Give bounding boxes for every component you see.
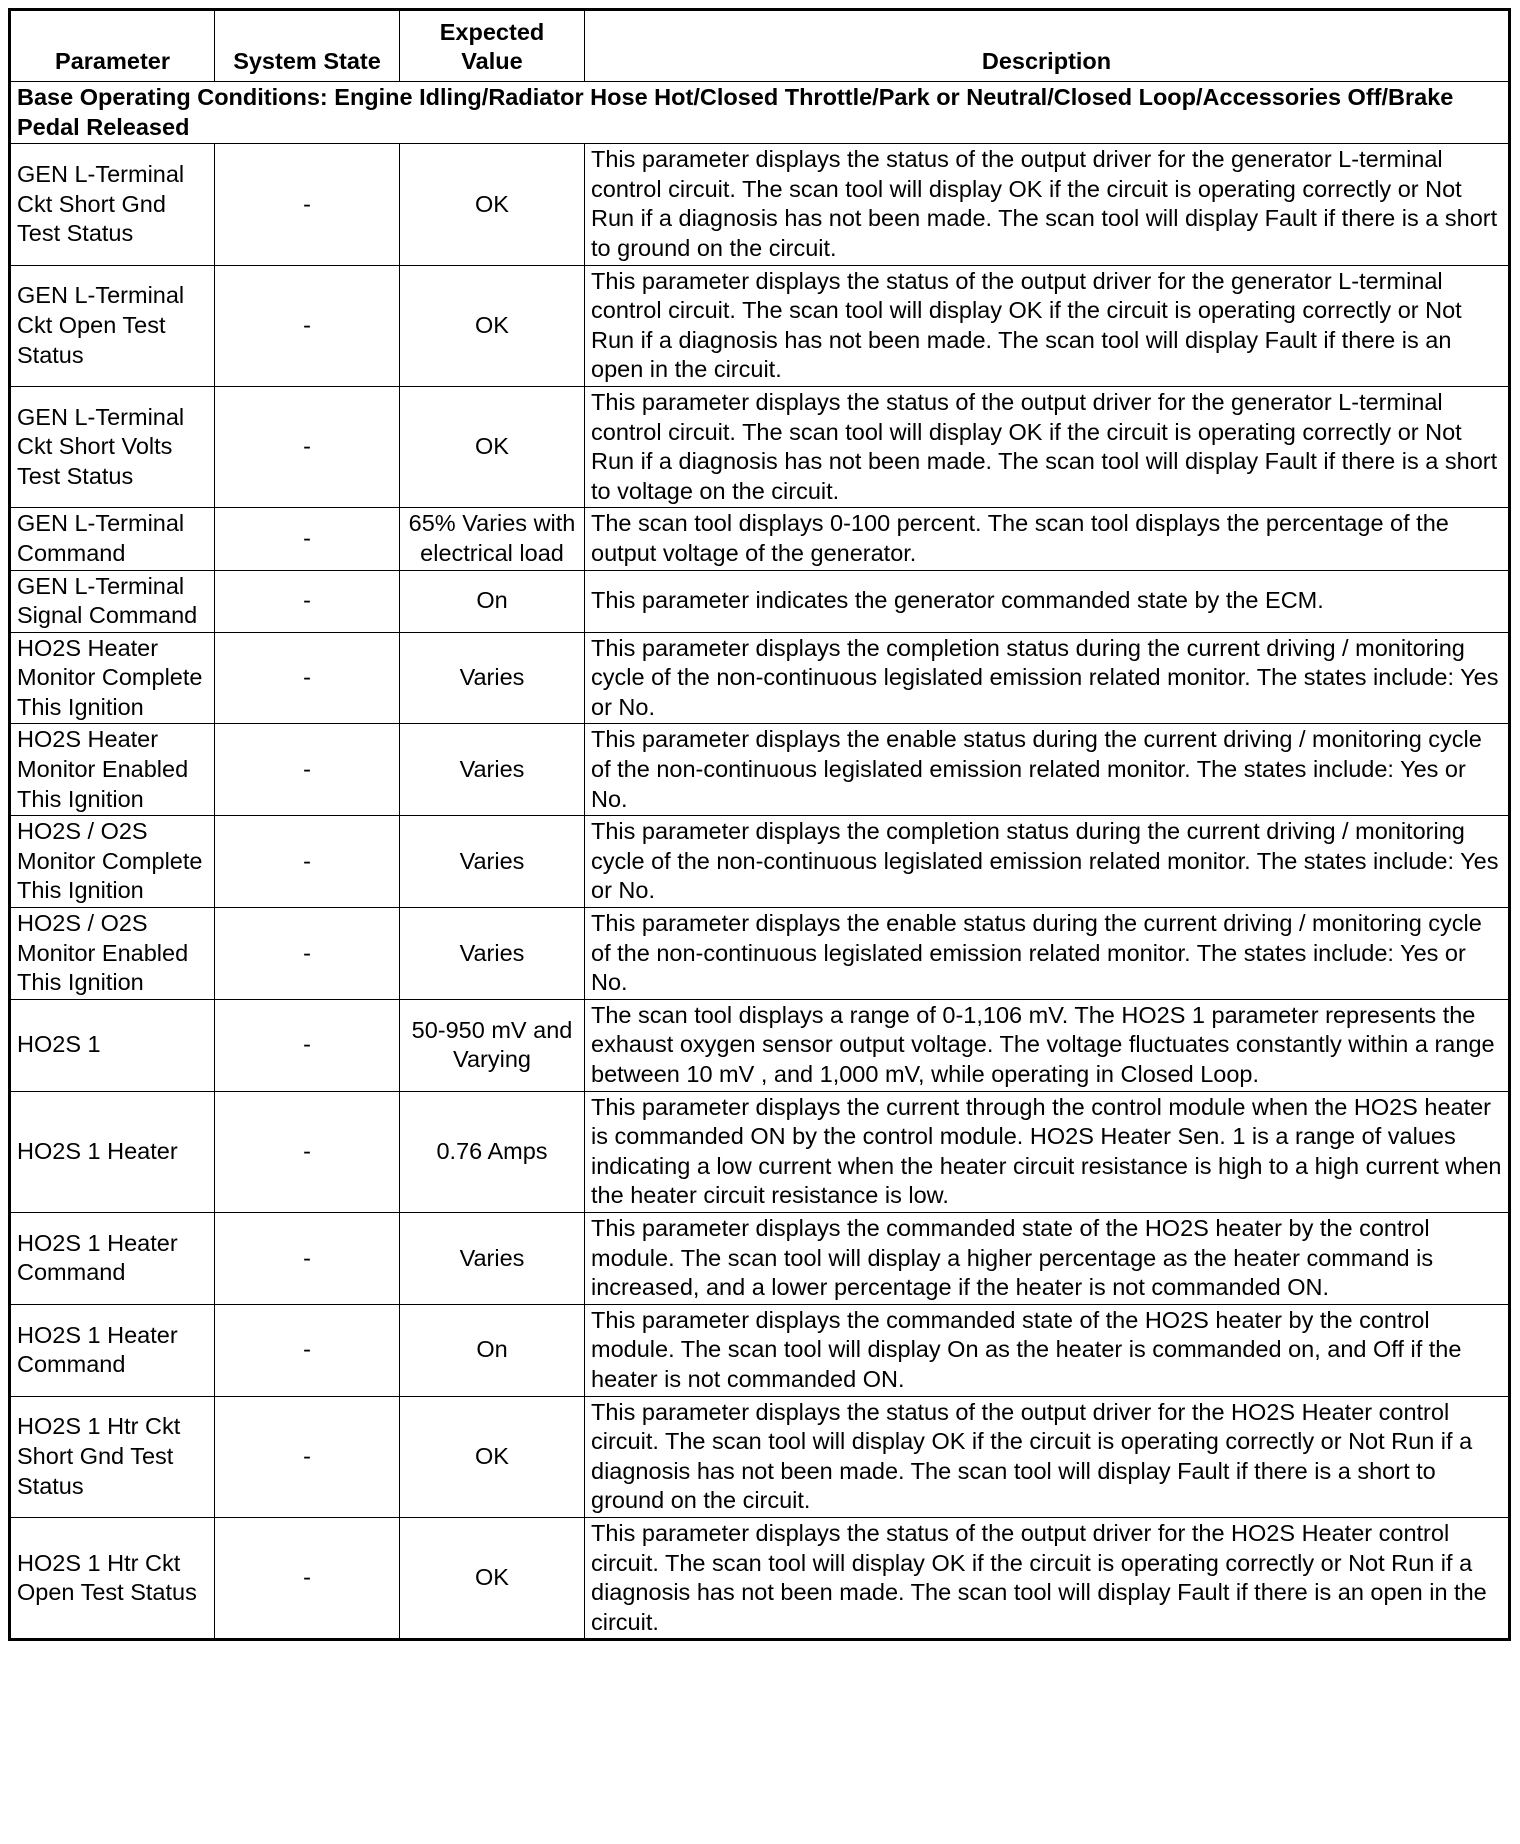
- parameter-cell: GEN L-Terminal Ckt Short Volts Test Status: [10, 386, 215, 507]
- table-row: [10, 508, 1510, 570]
- parameter-cell: GEN L-Terminal Command: [10, 508, 215, 570]
- expected-value-cell: On: [400, 570, 585, 632]
- parameter-cell: HO2S 1 Heater Command: [10, 1304, 215, 1396]
- system-state-cell: -: [215, 1212, 400, 1304]
- expected-value-cell: 50-950 mV and Varying: [400, 999, 585, 1091]
- description-cell: This parameter displays the commanded state of the HO2S heater by the control module. The scan tool will display a higher percentage as the heater command is increased, and a lower percentage if the heater is not commanded ON.: [585, 1212, 1510, 1304]
- system-state-cell: -: [215, 1091, 400, 1212]
- system-state-cell: -: [215, 999, 400, 1091]
- table-row: [10, 386, 1510, 507]
- expected-value-cell: OK: [400, 144, 585, 265]
- section-title: Base Operating Conditions: Engine Idling/Radiator Hose Hot/Closed Throttle/Park or Neutral/Closed Loop/Accessories Off/Brake Pedal Released: [10, 82, 1510, 144]
- expected-value-cell: Varies: [400, 908, 585, 1000]
- parameter-cell: HO2S 1 Heater: [10, 1091, 215, 1212]
- expected-value-cell: OK: [400, 1517, 585, 1639]
- table-row: [10, 724, 1510, 816]
- parameter-cell: GEN L-Terminal Signal Command: [10, 570, 215, 632]
- table-row: [10, 999, 1510, 1091]
- table-row: [10, 908, 1510, 1000]
- parameter-cell: HO2S / O2S Monitor Complete This Ignition: [10, 816, 215, 908]
- header-row: [10, 10, 1510, 82]
- description-cell: This parameter displays the status of the output driver for the generator L-terminal control circuit. The scan tool will display OK if the circuit is operating correctly or Not Run if a diagnosis has not been made. The scan tool will display Fault if there is an open in the circuit.: [585, 265, 1510, 386]
- expected-value-cell: OK: [400, 386, 585, 507]
- expected-value-cell: OK: [400, 265, 585, 386]
- expected-value-cell: Varies: [400, 724, 585, 816]
- system-state-cell: -: [215, 724, 400, 816]
- table-row: [10, 1396, 1510, 1517]
- expected-value-cell: On: [400, 1304, 585, 1396]
- expected-value-cell: Varies: [400, 1212, 585, 1304]
- parameter-cell: HO2S 1 Heater Command: [10, 1212, 215, 1304]
- description-cell: This parameter displays the current through the control module when the HO2S heater is commanded ON by the control module. HO2S Heater Sen. 1 is a range of values indicating a low current when the heater circuit resistance is high to a high current when the heater circuit resistance is low.: [585, 1091, 1510, 1212]
- table-row: [10, 144, 1510, 265]
- table-row: [10, 1304, 1510, 1396]
- description-cell: This parameter displays the completion status during the current driving / monitoring cycle of the non-continuous legislated emission related monitor. The states include: Yes or No.: [585, 632, 1510, 724]
- parameter-cell: GEN L-Terminal Ckt Short Gnd Test Status: [10, 144, 215, 265]
- system-state-cell: -: [215, 144, 400, 265]
- table-row: [10, 632, 1510, 724]
- header-description: Description: [585, 10, 1510, 82]
- parameter-cell: GEN L-Terminal Ckt Open Test Status: [10, 265, 215, 386]
- parameter-cell: HO2S Heater Monitor Complete This Ignition: [10, 632, 215, 724]
- system-state-cell: -: [215, 1517, 400, 1639]
- section-row: [10, 82, 1510, 144]
- description-cell: This parameter displays the commanded state of the HO2S heater by the control module. The scan tool will display On as the heater is commanded on, and Off if the heater is not commanded ON.: [585, 1304, 1510, 1396]
- parameter-cell: HO2S 1: [10, 999, 215, 1091]
- header-system-state: System State: [215, 10, 400, 82]
- system-state-cell: -: [215, 908, 400, 1000]
- table-row: [10, 1091, 1510, 1212]
- description-cell: This parameter indicates the generator commanded state by the ECM.: [585, 570, 1510, 632]
- system-state-cell: -: [215, 386, 400, 507]
- system-state-cell: -: [215, 570, 400, 632]
- expected-value-cell: 0.76 Amps: [400, 1091, 585, 1212]
- header-expected-value: Expected Value: [400, 10, 585, 82]
- description-cell: The scan tool displays 0-100 percent. The scan tool displays the percentage of the output voltage of the generator.: [585, 508, 1510, 570]
- system-state-cell: -: [215, 632, 400, 724]
- system-state-cell: -: [215, 1396, 400, 1517]
- expected-value-cell: Varies: [400, 816, 585, 908]
- header-parameter: Parameter: [10, 10, 215, 82]
- table-row: [10, 570, 1510, 632]
- description-cell: This parameter displays the completion status during the current driving / monitoring cycle of the non-continuous legislated emission related monitor. The states include: Yes or No.: [585, 816, 1510, 908]
- system-state-cell: -: [215, 265, 400, 386]
- expected-value-cell: OK: [400, 1396, 585, 1517]
- table-row: [10, 816, 1510, 908]
- parameter-cell: HO2S Heater Monitor Enabled This Ignition: [10, 724, 215, 816]
- expected-value-cell: Varies: [400, 632, 585, 724]
- parameter-cell: HO2S 1 Htr Ckt Open Test Status: [10, 1517, 215, 1639]
- expected-value-cell: 65% Varies with electrical load: [400, 508, 585, 570]
- description-cell: This parameter displays the status of the output driver for the HO2S Heater control circuit. The scan tool will display OK if the circuit is operating correctly or Not Run if a diagnosis has not been made. The scan tool will display Fault if there is an open in the circuit.: [585, 1517, 1510, 1639]
- description-cell: This parameter displays the enable status during the current driving / monitoring cycle of the non-continuous legislated emission related monitor. The states include: Yes or No.: [585, 908, 1510, 1000]
- parameter-table: [8, 8, 1511, 1641]
- table-row: [10, 1212, 1510, 1304]
- system-state-cell: -: [215, 816, 400, 908]
- description-cell: The scan tool displays a range of 0-1,106 mV. The HO2S 1 parameter represents the exhaust oxygen sensor output voltage. The voltage fluctuates constantly within a range between 10 mV , and 1,000 mV, while operating in Closed Loop.: [585, 999, 1510, 1091]
- table-row: [10, 1517, 1510, 1639]
- table-body: [10, 82, 1510, 1640]
- system-state-cell: -: [215, 1304, 400, 1396]
- description-cell: This parameter displays the enable status during the current driving / monitoring cycle of the non-continuous legislated emission related monitor. The states include: Yes or No.: [585, 724, 1510, 816]
- description-cell: This parameter displays the status of the output driver for the generator L-terminal control circuit. The scan tool will display OK if the circuit is operating correctly or Not Run if a diagnosis has not been made. The scan tool will display Fault if there is a short to ground on the circuit.: [585, 144, 1510, 265]
- table-row: [10, 265, 1510, 386]
- description-cell: This parameter displays the status of the output driver for the HO2S Heater control circuit. The scan tool will display OK if the circuit is operating correctly or Not Run if a diagnosis has not been made. The scan tool will display Fault if there is a short to ground on the circuit.: [585, 1396, 1510, 1517]
- parameter-cell: HO2S 1 Htr Ckt Short Gnd Test Status: [10, 1396, 215, 1517]
- description-cell: This parameter displays the status of the output driver for the generator L-terminal control circuit. The scan tool will display OK if the circuit is operating correctly or Not Run if a diagnosis has not been made. The scan tool will display Fault if there is a short to voltage on the circuit.: [585, 386, 1510, 507]
- system-state-cell: -: [215, 508, 400, 570]
- parameter-cell: HO2S / O2S Monitor Enabled This Ignition: [10, 908, 215, 1000]
